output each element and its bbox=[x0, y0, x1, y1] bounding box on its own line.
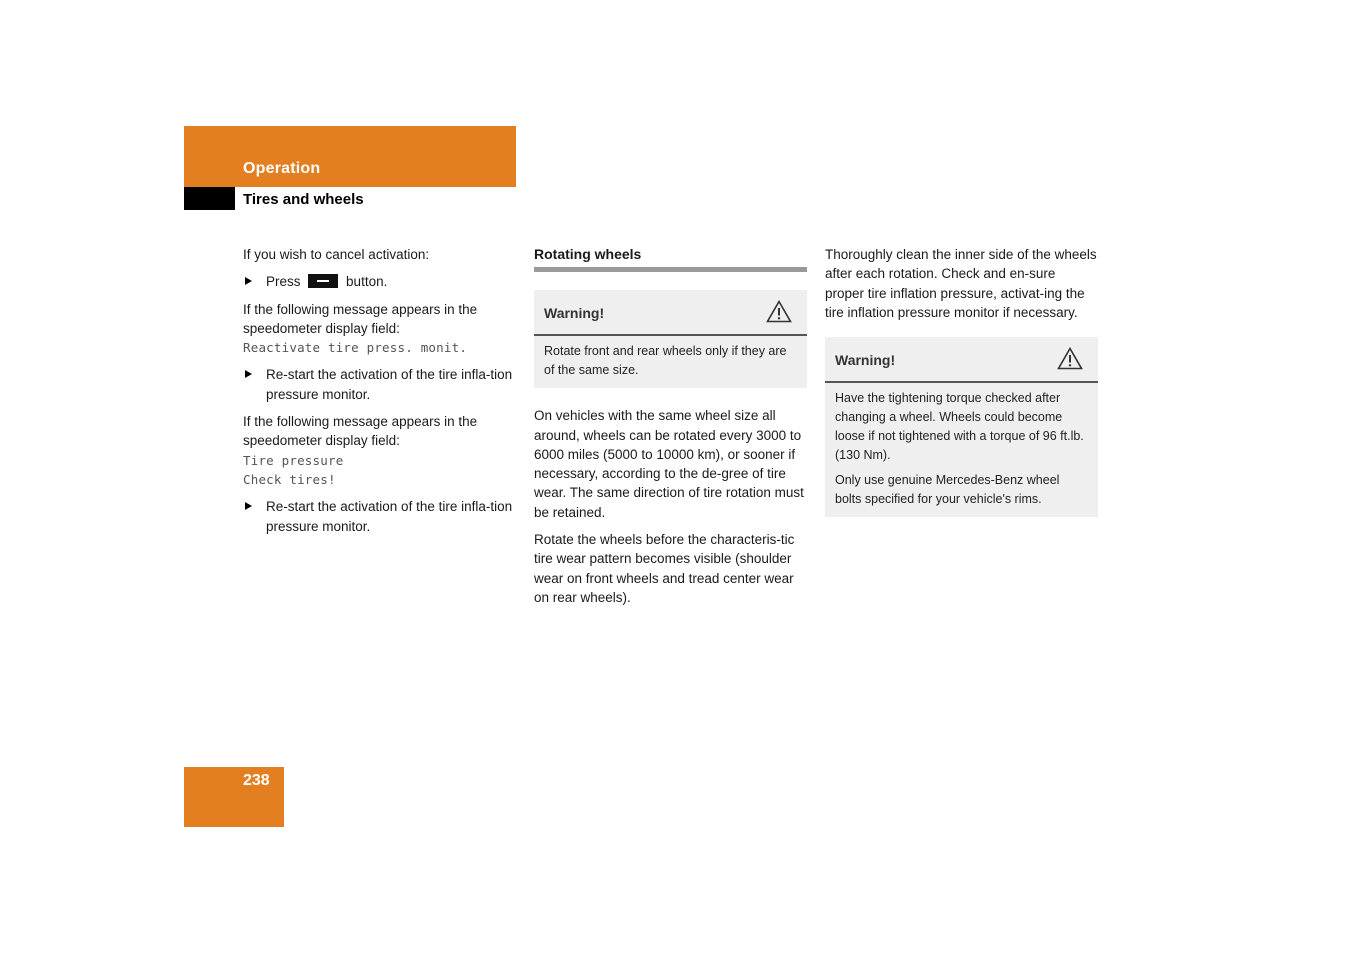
step-restart-2 bbox=[243, 497, 518, 536]
cleaning-paragraph: Thoroughly clean the inner side of the wheels after each rotation. Check and en-sure proper tire inflation pressure, activat-ing the tire inflation pressure monitor if necessary. bbox=[825, 247, 1097, 320]
warning-title: Warning! bbox=[544, 305, 605, 322]
warning-torque-text: Have the tightening torque checked after changing a wheel. Wheels could become loose if not tightened with a torque of 96 ft.lb. (130 Nm). bbox=[835, 391, 1084, 463]
warning-box-torque bbox=[825, 337, 1098, 517]
step-restart-2-text: Re-start the activation of the tire infla-tion pressure monitor. bbox=[266, 499, 513, 534]
cancel-intro: If you wish to cancel activation: bbox=[243, 247, 430, 262]
subsection-title: Tires and wheels bbox=[243, 191, 364, 208]
message2-display-line1: Tire pressure bbox=[243, 452, 344, 468]
warning-triangle-icon bbox=[1057, 347, 1083, 370]
step-restart-1 bbox=[243, 365, 518, 404]
rotating-wheels-heading: Rotating wheels bbox=[534, 245, 807, 272]
column-middle bbox=[534, 245, 807, 615]
message2-block bbox=[243, 412, 518, 489]
rotation-timing-paragraph: Rotate the wheels before the characteris-tic tire wear pattern becomes visible (shoulder wear on front wheels and tread center wear on rear wheels). bbox=[534, 532, 795, 605]
step-press-button bbox=[243, 272, 518, 291]
column-left bbox=[243, 245, 518, 544]
message2-intro: If the following message appears in the speedometer display field: bbox=[243, 414, 478, 449]
message2-display-line2: Check tires! bbox=[243, 471, 336, 487]
section-title: Operation bbox=[243, 160, 321, 177]
warning-body bbox=[825, 383, 1098, 517]
warning-title: Warning! bbox=[835, 352, 896, 369]
section-marker-tab bbox=[184, 187, 235, 210]
minus-key-icon bbox=[308, 274, 338, 288]
warning-body bbox=[534, 336, 807, 388]
warning-bolts-text: Only use genuine Mercedes-Benz wheel bolts specified for your vehicle's rims. bbox=[835, 473, 1060, 507]
rotation-interval-paragraph: On vehicles with the same wheel size all around, wheels can be rotated every 3000 to 6000 miles (5000 to 10000 km), or sooner if necessary, according to the de-gree of tire wear. The same direction of tire rotation must be retained. bbox=[534, 408, 804, 520]
warning-header bbox=[534, 290, 807, 336]
bullet-arrow-icon bbox=[245, 502, 252, 510]
step-press-prefix: Press bbox=[266, 274, 301, 290]
warning-box-rotation bbox=[534, 290, 807, 388]
message1-display-text: Reactivate tire press. monit. bbox=[243, 340, 468, 356]
message1-block bbox=[243, 300, 518, 358]
section-header-bar bbox=[184, 126, 516, 187]
warning-triangle-icon bbox=[766, 300, 792, 323]
page-number: 238 bbox=[243, 772, 270, 789]
warning-text: Rotate front and rear wheels only if they are of the same size. bbox=[544, 344, 787, 378]
step-press-suffix: button. bbox=[346, 274, 388, 290]
message1-intro: If the following message appears in the speedometer display field: bbox=[243, 301, 478, 336]
bullet-arrow-icon bbox=[245, 277, 252, 285]
warning-header bbox=[825, 337, 1098, 383]
step-restart-1-text: Re-start the activation of the tire infla-tion pressure monitor. bbox=[266, 367, 513, 402]
column-right bbox=[825, 245, 1098, 535]
bullet-arrow-icon bbox=[245, 370, 252, 378]
